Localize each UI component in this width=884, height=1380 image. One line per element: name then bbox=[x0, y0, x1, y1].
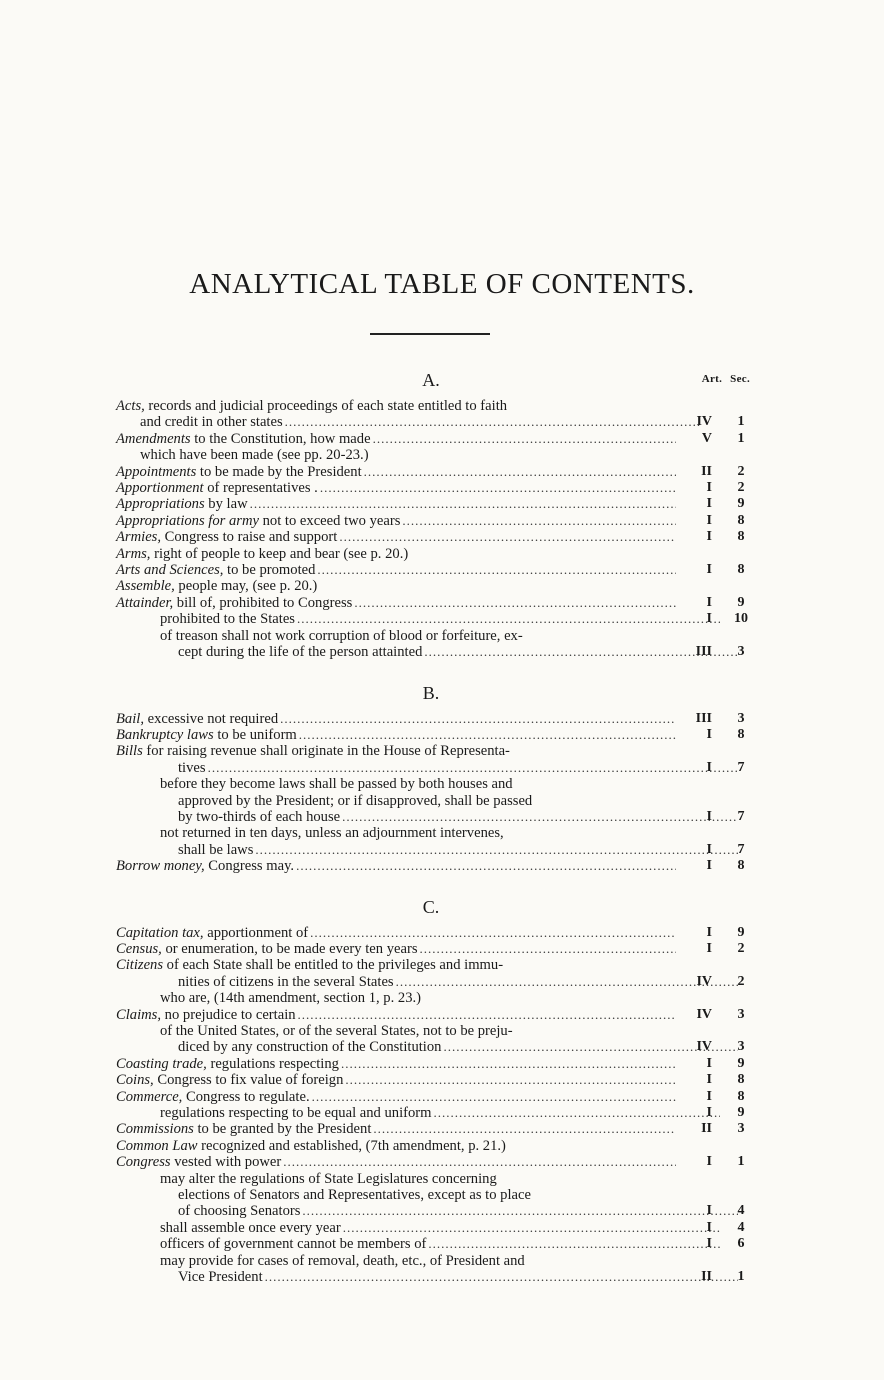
entry-text: Vice President bbox=[178, 1269, 263, 1286]
entry-reference bbox=[666, 611, 756, 627]
section-number: 9 bbox=[737, 496, 745, 512]
article-number: IV bbox=[696, 1039, 712, 1055]
entry-text: nities of citizens in the several States bbox=[178, 973, 394, 990]
section-number: 4 bbox=[737, 1203, 745, 1219]
dot-leader bbox=[280, 711, 676, 727]
dot-leader bbox=[339, 529, 676, 545]
entry-keyword: Claims, bbox=[116, 1006, 162, 1023]
dot-leader bbox=[296, 858, 676, 874]
entry-reference bbox=[666, 1236, 756, 1252]
section-header bbox=[116, 895, 756, 917]
entry-reference bbox=[666, 727, 756, 743]
entry-keyword: Appropriations for army bbox=[116, 512, 259, 529]
entry-line bbox=[116, 578, 676, 594]
entry-reference bbox=[666, 858, 756, 874]
entry-reference bbox=[666, 1072, 756, 1088]
toc-entry bbox=[116, 711, 756, 727]
entry-keyword: Commerce, bbox=[116, 1088, 183, 1105]
section-number: 6 bbox=[737, 1236, 745, 1252]
entry-text: Arts and Sciences, to be promoted bbox=[116, 562, 316, 579]
entry-text: diced by any construction of the Constitution bbox=[178, 1039, 442, 1056]
toc-entry bbox=[116, 431, 756, 447]
toc-entry bbox=[116, 480, 756, 496]
toc-entry bbox=[116, 1072, 756, 1088]
article-number: I bbox=[706, 1088, 712, 1104]
article-number: I bbox=[706, 1072, 712, 1088]
section-number: 8 bbox=[737, 512, 745, 528]
article-number: I bbox=[706, 529, 712, 545]
toc-entry bbox=[116, 1023, 756, 1056]
toc-entry bbox=[116, 398, 756, 431]
toc-entry bbox=[116, 611, 756, 627]
entry-reference bbox=[666, 842, 756, 858]
entry-line bbox=[116, 464, 676, 480]
dot-leader bbox=[299, 727, 676, 743]
toc-entry bbox=[116, 529, 756, 545]
entry-text: of treason shall not work corruption of blood or forfeiture, ex- bbox=[160, 627, 523, 644]
section-letter: C. bbox=[422, 896, 440, 917]
entry-line bbox=[116, 398, 676, 414]
entry-reference bbox=[666, 562, 756, 578]
entry-line bbox=[116, 644, 738, 660]
entry-line bbox=[116, 990, 720, 1006]
entry-reference bbox=[666, 1269, 756, 1285]
toc-entry bbox=[116, 1236, 756, 1252]
article-number: I bbox=[706, 1203, 712, 1219]
entry-text: regulations respecting to be equal and uniform bbox=[160, 1105, 432, 1122]
article-number: I bbox=[706, 1154, 712, 1170]
entry-reference bbox=[666, 595, 756, 611]
entry-keyword: Census, bbox=[116, 940, 162, 957]
dot-leader bbox=[341, 1056, 676, 1072]
entry-text: Coasting trade, regulations respecting bbox=[116, 1055, 339, 1072]
entry-reference bbox=[666, 1203, 756, 1219]
entry-line bbox=[116, 628, 720, 644]
section-number: 2 bbox=[737, 973, 745, 989]
entry-text: prohibited to the States bbox=[160, 611, 295, 628]
entry-keyword: Bills bbox=[116, 743, 143, 760]
entry-line bbox=[116, 858, 676, 874]
section-number: 9 bbox=[737, 924, 745, 940]
article-number: I bbox=[706, 1055, 712, 1071]
toc-entry bbox=[116, 447, 756, 463]
entry-reference bbox=[666, 941, 756, 957]
entry-keyword: Amendments bbox=[116, 430, 191, 447]
toc-entry bbox=[116, 1056, 756, 1072]
section-gap bbox=[116, 875, 756, 895]
article-number: III bbox=[695, 644, 712, 660]
entry-keyword: Borrow money, bbox=[116, 858, 205, 875]
entry-text: Acts, records and judicial proceedings of each state entitled to faith bbox=[116, 398, 508, 414]
entry-reference bbox=[666, 1121, 756, 1137]
section-number: 1 bbox=[737, 414, 745, 430]
entry-text: Borrow money, Congress may. bbox=[116, 858, 295, 875]
entry-line bbox=[116, 496, 676, 512]
toc-entry bbox=[116, 1220, 756, 1236]
entry-text: Bills for raising revenue shall originate in the House of Representa- bbox=[116, 743, 510, 760]
entry-text: Appropriations for army not to exceed two years bbox=[116, 512, 401, 529]
toc-entry bbox=[116, 941, 756, 957]
entry-text: Citizens of each State shall be entitled to the privileges and immu- bbox=[116, 957, 504, 974]
entry-text: shall assemble once every year bbox=[160, 1219, 341, 1236]
entry-line bbox=[116, 447, 700, 463]
entry-line bbox=[116, 513, 676, 529]
entry-line bbox=[116, 727, 676, 743]
dot-leader bbox=[373, 1121, 676, 1137]
entry-line bbox=[116, 1023, 720, 1039]
entry-line bbox=[116, 1138, 676, 1154]
article-number: II bbox=[701, 1121, 712, 1137]
entry-reference bbox=[666, 809, 756, 825]
toc-entry bbox=[116, 1171, 756, 1220]
entry-line bbox=[116, 776, 720, 792]
entry-line bbox=[116, 1269, 738, 1285]
entry-keyword: Arts and Sciences, bbox=[116, 562, 224, 579]
section-letter: A. bbox=[422, 370, 440, 390]
entry-line bbox=[116, 925, 676, 941]
toc-entry bbox=[116, 595, 756, 611]
entry-keyword: Coins, bbox=[116, 1072, 154, 1089]
entry-line bbox=[116, 1072, 676, 1088]
article-number: I bbox=[706, 562, 712, 578]
entry-line bbox=[116, 974, 738, 990]
entry-line bbox=[116, 1171, 720, 1187]
entry-text: Commissions to be granted by the President bbox=[116, 1121, 372, 1138]
entry-line bbox=[116, 711, 676, 727]
entry-text: Assemble, people may, (see p. 20.) bbox=[116, 578, 318, 595]
entry-keyword: Capitation tax, bbox=[116, 924, 204, 941]
entry-line bbox=[116, 1089, 676, 1105]
entry-text: Bankruptcy laws to be uniform bbox=[116, 726, 297, 743]
entry-keyword: Armies, bbox=[116, 529, 161, 546]
article-number: IV bbox=[696, 1006, 712, 1022]
entry-reference bbox=[666, 1056, 756, 1072]
entry-text: of the United States, or of the several States, not to be preju- bbox=[160, 1023, 513, 1039]
entry-text: officers of government cannot be members of bbox=[160, 1236, 427, 1253]
entry-line bbox=[116, 562, 676, 578]
entry-reference bbox=[666, 414, 756, 430]
article-number: I bbox=[706, 841, 712, 857]
dot-leader bbox=[354, 595, 676, 611]
article-number: II bbox=[701, 463, 712, 479]
entry-line bbox=[116, 1203, 738, 1219]
dot-leader bbox=[402, 513, 676, 529]
entry-keyword: Bail, bbox=[116, 710, 144, 727]
entry-reference bbox=[666, 644, 756, 660]
entry-reference bbox=[666, 1105, 756, 1121]
section-gap bbox=[116, 661, 756, 681]
entry-line bbox=[116, 1220, 720, 1236]
toc-entry bbox=[116, 1253, 756, 1286]
article-number: IV bbox=[696, 414, 712, 430]
entry-line bbox=[116, 1154, 676, 1170]
entry-line bbox=[116, 1121, 676, 1137]
article-number: I bbox=[706, 1219, 712, 1235]
entry-reference bbox=[666, 1154, 756, 1170]
entry-keyword: Coasting trade, bbox=[116, 1055, 207, 1072]
section-number: 10 bbox=[734, 611, 748, 627]
dot-leader bbox=[345, 1072, 676, 1088]
entry-keyword: Appropriations bbox=[116, 496, 205, 513]
toc-entry bbox=[116, 496, 756, 512]
section-number: 3 bbox=[737, 710, 745, 726]
section-number: 2 bbox=[737, 463, 745, 479]
toc-entry bbox=[116, 464, 756, 480]
entry-text: may provide for cases of removal, death, etc., of President and bbox=[160, 1252, 525, 1269]
entry-keyword: Citizens bbox=[116, 957, 164, 974]
entry-line bbox=[116, 760, 738, 776]
entry-keyword: Apportionment bbox=[116, 480, 204, 497]
entry-text: Attainder, bill of, prohibited to Congress bbox=[116, 594, 353, 611]
entry-reference bbox=[666, 760, 756, 776]
section-number: 8 bbox=[737, 529, 745, 545]
entry-line bbox=[116, 1187, 738, 1203]
entry-line bbox=[116, 941, 676, 957]
entry-line bbox=[116, 1056, 676, 1072]
entry-reference bbox=[666, 1089, 756, 1105]
article-number: I bbox=[706, 480, 712, 496]
entry-line bbox=[116, 611, 720, 627]
art-column-header: Art. bbox=[701, 373, 723, 385]
entry-keyword: Common Law bbox=[116, 1137, 198, 1154]
dot-leader bbox=[297, 611, 720, 627]
entry-reference bbox=[666, 1039, 756, 1055]
entry-text: Commerce, Congress to regulate. bbox=[116, 1088, 310, 1105]
article-number: I bbox=[706, 512, 712, 528]
dot-leader bbox=[343, 1220, 720, 1236]
article-number: I bbox=[706, 594, 712, 610]
entry-keyword: Arms, bbox=[116, 545, 151, 562]
page-title: ANALYTICAL TABLE OF CONTENTS. bbox=[189, 268, 695, 300]
section-number: 3 bbox=[737, 1006, 745, 1022]
entry-reference bbox=[666, 496, 756, 512]
toc-entry bbox=[116, 825, 756, 858]
entry-line bbox=[116, 480, 676, 496]
entry-text: of choosing Senators bbox=[178, 1203, 301, 1220]
entry-text: Apportionment of representatives . bbox=[116, 480, 318, 497]
entry-text: Common Law recognized and established, (7th amendment, p. 21.) bbox=[116, 1137, 506, 1154]
entry-line bbox=[116, 957, 676, 973]
dot-leader bbox=[283, 1154, 676, 1170]
toc-entry bbox=[116, 957, 756, 990]
dot-leader bbox=[310, 925, 676, 941]
toc-entry bbox=[116, 990, 756, 1006]
entry-text: approved by the President; or if disapproved, shall be passed bbox=[178, 792, 533, 809]
entry-text: which have been made (see pp. 20-23.) bbox=[140, 447, 369, 464]
entry-reference bbox=[666, 1007, 756, 1023]
section-number: 8 bbox=[737, 858, 745, 874]
dot-leader bbox=[312, 1089, 676, 1105]
entry-text: shall be laws bbox=[178, 841, 254, 858]
entry-keyword: Congress bbox=[116, 1154, 171, 1171]
entry-text: Claims, no prejudice to certain bbox=[116, 1006, 296, 1023]
entry-keyword: Attainder, bbox=[116, 594, 174, 611]
entry-text: Bail, excessive not required bbox=[116, 710, 279, 727]
section-number: 9 bbox=[737, 1105, 745, 1121]
entry-keyword: Bankruptcy laws bbox=[116, 726, 214, 743]
section-number: 3 bbox=[737, 644, 745, 660]
entry-text: Arms, right of people to keep and bear (see p. 20.) bbox=[116, 545, 409, 562]
entry-reference bbox=[666, 974, 756, 990]
article-number: I bbox=[706, 726, 712, 742]
entry-line bbox=[116, 809, 738, 825]
toc-entry bbox=[116, 776, 756, 825]
toc-entry bbox=[116, 628, 756, 661]
dot-leader bbox=[364, 464, 676, 480]
entry-keyword: Appointments bbox=[116, 463, 197, 480]
entry-text: and credit in other states bbox=[140, 414, 283, 431]
section-number: 1 bbox=[737, 430, 745, 446]
entry-text: Appointments to be made by the President bbox=[116, 463, 362, 480]
sec-column-header: Sec. bbox=[730, 373, 750, 385]
section-number: 3 bbox=[737, 1121, 745, 1137]
section-header bbox=[116, 681, 756, 703]
toc-entry bbox=[116, 1138, 756, 1154]
section-number: 2 bbox=[737, 940, 745, 956]
article-number: I bbox=[706, 1236, 712, 1252]
entry-reference bbox=[666, 1220, 756, 1236]
toc-entry bbox=[116, 1089, 756, 1105]
article-number: I bbox=[706, 1105, 712, 1121]
dot-leader bbox=[320, 480, 676, 496]
entry-text: by two-thirds of each house bbox=[178, 808, 341, 825]
column-headers bbox=[694, 373, 750, 385]
entry-reference bbox=[666, 529, 756, 545]
section-number: 8 bbox=[737, 1072, 745, 1088]
section-number: 7 bbox=[737, 808, 745, 824]
toc-entry bbox=[116, 727, 756, 743]
toc-entry bbox=[116, 562, 756, 578]
dot-leader bbox=[317, 562, 676, 578]
section-number: 1 bbox=[737, 1269, 745, 1285]
section-number: 7 bbox=[737, 759, 745, 775]
toc-entry bbox=[116, 578, 756, 594]
article-number: I bbox=[706, 858, 712, 874]
section-number: 2 bbox=[737, 480, 745, 496]
article-number: I bbox=[706, 808, 712, 824]
entry-text: cept during the life of the person attainted bbox=[178, 644, 423, 661]
dot-leader bbox=[208, 760, 738, 776]
entry-line bbox=[116, 431, 676, 447]
entry-reference bbox=[666, 925, 756, 941]
entry-reference bbox=[666, 464, 756, 480]
entry-text: may alter the regulations of State Legislatures concerning bbox=[160, 1170, 497, 1187]
toc-entry bbox=[116, 1105, 756, 1121]
section-number: 8 bbox=[737, 726, 745, 742]
toc-entry bbox=[116, 925, 756, 941]
entry-line bbox=[116, 825, 720, 841]
article-number: I bbox=[706, 496, 712, 512]
entry-text: Appropriations by law bbox=[116, 496, 248, 513]
entry-text: Capitation tax, apportionment of bbox=[116, 924, 309, 941]
section-number: 9 bbox=[737, 594, 745, 610]
entry-reference bbox=[666, 513, 756, 529]
entry-text: who are, (14th amendment, section 1, p. 23.) bbox=[160, 990, 421, 1007]
entry-text: before they become laws shall be passed by both houses and bbox=[160, 776, 513, 793]
section-number: 3 bbox=[737, 1039, 745, 1055]
section-number: 7 bbox=[737, 841, 745, 857]
entry-text: tives bbox=[178, 759, 206, 776]
toc-entry bbox=[116, 513, 756, 529]
toc-entry bbox=[116, 1007, 756, 1023]
article-number: I bbox=[706, 940, 712, 956]
toc-entry bbox=[116, 1121, 756, 1137]
section-number: 8 bbox=[737, 562, 745, 578]
entry-line bbox=[116, 1105, 720, 1121]
entry-line bbox=[116, 1236, 720, 1252]
entry-text: Census, or enumeration, to be made every ten years bbox=[116, 940, 418, 957]
dot-leader bbox=[420, 941, 676, 957]
entry-text: Amendments to the Constitution, how made bbox=[116, 430, 371, 447]
entry-reference bbox=[666, 711, 756, 727]
section-number: 8 bbox=[737, 1088, 745, 1104]
toc-entry bbox=[116, 743, 756, 776]
entry-line bbox=[116, 1007, 676, 1023]
entry-line bbox=[116, 743, 676, 759]
dot-leader bbox=[250, 496, 676, 512]
article-number: II bbox=[701, 1269, 712, 1285]
title-rule bbox=[370, 333, 490, 335]
entry-line bbox=[116, 1039, 738, 1055]
entry-text: Coins, Congress to fix value of foreign bbox=[116, 1072, 344, 1089]
article-number: IV bbox=[696, 973, 712, 989]
article-number: III bbox=[695, 710, 712, 726]
section-number: 4 bbox=[737, 1219, 745, 1235]
entry-line bbox=[116, 1253, 720, 1269]
entry-keyword: Commissions bbox=[116, 1121, 194, 1138]
dot-leader bbox=[373, 431, 676, 447]
entry-line bbox=[116, 842, 738, 858]
contents-table bbox=[116, 368, 756, 1286]
entry-text: Congress vested with power bbox=[116, 1154, 282, 1171]
toc-entry bbox=[116, 858, 756, 874]
entry-line bbox=[116, 793, 738, 809]
entry-text: elections of Senators and Representatives, except as to place bbox=[178, 1187, 531, 1204]
article-number: I bbox=[706, 759, 712, 775]
entry-line bbox=[116, 414, 700, 430]
entry-reference bbox=[666, 480, 756, 496]
section-letter: B. bbox=[422, 682, 440, 703]
article-number: V bbox=[701, 430, 712, 446]
section-header bbox=[116, 368, 756, 390]
article-number: I bbox=[706, 924, 712, 940]
entry-line bbox=[116, 529, 676, 545]
entry-keyword: Assemble, bbox=[116, 578, 175, 595]
entry-reference bbox=[666, 431, 756, 447]
entry-text: Armies, Congress to raise and support bbox=[116, 529, 338, 546]
dot-leader bbox=[285, 414, 700, 430]
entry-line bbox=[116, 595, 676, 611]
dot-leader bbox=[298, 1007, 676, 1023]
section-number: 9 bbox=[737, 1055, 745, 1071]
section-number: 1 bbox=[737, 1154, 745, 1170]
toc-entry bbox=[116, 1154, 756, 1170]
toc-entry bbox=[116, 546, 756, 562]
entry-keyword: Acts, bbox=[116, 398, 145, 414]
entry-text: not returned in ten days, unless an adjournment intervenes, bbox=[160, 825, 504, 842]
article-number: I bbox=[706, 611, 712, 627]
entry-line bbox=[116, 546, 676, 562]
